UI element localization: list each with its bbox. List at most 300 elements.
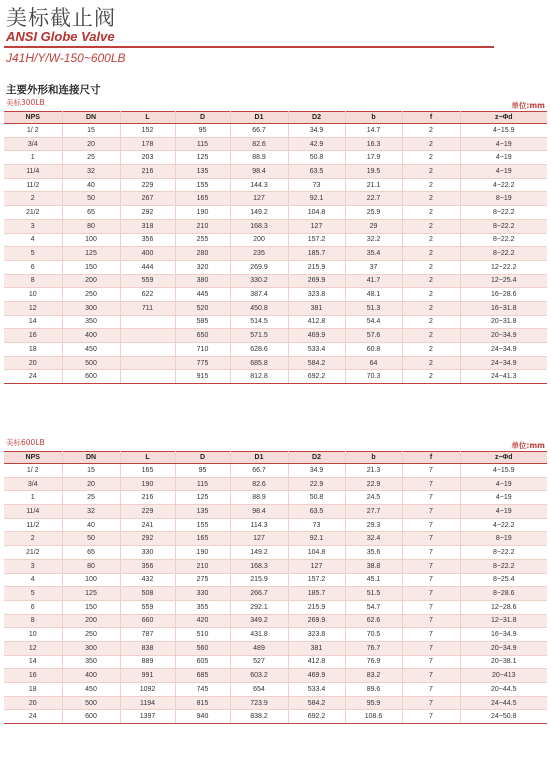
- column-header: NPS: [4, 452, 62, 464]
- table-cell: 533.4: [288, 343, 345, 357]
- table-cell: 168.3: [230, 219, 288, 233]
- table-cell: 20−413: [460, 669, 547, 683]
- table-cell: 7: [402, 641, 460, 655]
- column-header: D1: [230, 452, 288, 464]
- table-cell: 8−22.2: [460, 559, 547, 573]
- table-cell: 88.9: [230, 491, 288, 505]
- table-cell: 2: [402, 247, 460, 261]
- table-cell: 185.7: [288, 247, 345, 261]
- table-cell: 24−44.5: [460, 696, 547, 710]
- table-cell: 200: [230, 233, 288, 247]
- table-cell: 267: [120, 192, 175, 206]
- table-cell: 127: [230, 532, 288, 546]
- table-cell: 190: [175, 546, 230, 560]
- table-cell: 165: [175, 532, 230, 546]
- unit-label-600lb: 单位:mm: [511, 441, 545, 450]
- table-cell: 38.8: [345, 559, 402, 573]
- column-header: DN: [62, 112, 120, 124]
- table-cell: 2: [4, 532, 62, 546]
- table-cell: 628.6: [230, 343, 288, 357]
- table-cell: 6: [4, 260, 62, 274]
- table-cell: 215.9: [288, 600, 345, 614]
- table-cell: 654: [230, 683, 288, 697]
- table-cell: 711: [120, 301, 175, 315]
- table-cell: 622: [120, 288, 175, 302]
- table-cell: 20−44.5: [460, 683, 547, 697]
- table-cell: 16.3: [345, 137, 402, 151]
- table-cell: 10: [4, 628, 62, 642]
- table-cell: 29.3: [345, 518, 402, 532]
- table-cell: 70.3: [345, 370, 402, 384]
- table-cell: 20: [62, 477, 120, 491]
- table-cell: 3: [4, 219, 62, 233]
- column-header: D: [175, 452, 230, 464]
- table-cell: 7: [402, 491, 460, 505]
- table-cell: 157.2: [288, 573, 345, 587]
- table-cell: 100: [62, 573, 120, 587]
- table-cell: 24−34.9: [460, 356, 547, 370]
- table-cell: 34.9: [288, 464, 345, 478]
- table-label-300lb: 美标300LB: [6, 98, 45, 107]
- table-cell: 14.7: [345, 124, 402, 138]
- table-row: [4, 710, 547, 724]
- table-cell: 14: [4, 655, 62, 669]
- table-cell: [120, 343, 175, 357]
- table-cell: 57.6: [345, 329, 402, 343]
- table-cell: 400: [120, 247, 175, 261]
- table-cell: 157.2: [288, 233, 345, 247]
- table-cell: 135: [175, 165, 230, 179]
- table-row: [4, 464, 547, 478]
- table-cell: 560: [175, 641, 230, 655]
- table-cell: 34.9: [288, 124, 345, 138]
- table-cell: 35.6: [345, 546, 402, 560]
- table-cell: 280: [175, 247, 230, 261]
- table-cell: 7: [402, 587, 460, 601]
- table-cell: 229: [120, 178, 175, 192]
- table-cell: 600: [62, 370, 120, 384]
- table-cell: 559: [120, 274, 175, 288]
- table-cell: 7: [402, 559, 460, 573]
- table-cell: 4−15.9: [460, 124, 547, 138]
- table-cell: 11/2: [4, 518, 62, 532]
- table-cell: 63.5: [288, 165, 345, 179]
- table-cell: 8−19: [460, 192, 547, 206]
- table-cell: 73: [288, 518, 345, 532]
- table-cell: 812.8: [230, 370, 288, 384]
- table-cell: 8−28.6: [460, 587, 547, 601]
- table-cell: 20−38.1: [460, 655, 547, 669]
- table-cell: 2: [402, 165, 460, 179]
- table-cell: 323.8: [288, 288, 345, 302]
- table-cell: 2: [402, 233, 460, 247]
- table-cell: 32: [62, 165, 120, 179]
- table-cell: 50.8: [288, 491, 345, 505]
- table-cell: 2: [402, 288, 460, 302]
- table-cell: 450: [62, 343, 120, 357]
- table-cell: 48.1: [345, 288, 402, 302]
- table-cell: 104.8: [288, 206, 345, 220]
- table-cell: 24: [4, 710, 62, 724]
- table-cell: 5: [4, 587, 62, 601]
- table-cell: 991: [120, 669, 175, 683]
- table-cell: 2: [402, 260, 460, 274]
- table-cell: 27.7: [345, 505, 402, 519]
- table-cell: 21.3: [345, 464, 402, 478]
- table-cell: 723.9: [230, 696, 288, 710]
- table-cell: 200: [62, 614, 120, 628]
- table-cell: 16: [4, 669, 62, 683]
- table-cell: 940: [175, 710, 230, 724]
- table-cell: 7: [402, 669, 460, 683]
- table-cell: 7: [402, 710, 460, 724]
- table-row: [4, 505, 547, 519]
- table-row: [4, 546, 547, 560]
- table-cell: 95: [175, 464, 230, 478]
- table-cell: 387.4: [230, 288, 288, 302]
- table-cell: 489: [230, 641, 288, 655]
- table-cell: 22.9: [345, 477, 402, 491]
- table-cell: 11/4: [4, 505, 62, 519]
- table-cell: 165: [120, 464, 175, 478]
- table-cell: 600: [62, 710, 120, 724]
- table-cell: 24: [4, 370, 62, 384]
- table-cell: 356: [120, 233, 175, 247]
- table-cell: 685: [175, 669, 230, 683]
- table-row: [4, 301, 547, 315]
- table-cell: 444: [120, 260, 175, 274]
- table-row: [4, 641, 547, 655]
- table-cell: 1: [4, 491, 62, 505]
- table-cell: 235: [230, 247, 288, 261]
- table-cell: 584.2: [288, 356, 345, 370]
- table-cell: 21/2: [4, 206, 62, 220]
- table-cell: 15: [62, 464, 120, 478]
- table-cell: 149.2: [230, 546, 288, 560]
- table-cell: 412.8: [288, 655, 345, 669]
- table-cell: 775: [175, 356, 230, 370]
- table-cell: 692.2: [288, 370, 345, 384]
- table-cell: 420: [175, 614, 230, 628]
- table-cell: 15: [62, 124, 120, 138]
- table-cell: 12−28.6: [460, 600, 547, 614]
- table-cell: 19.5: [345, 165, 402, 179]
- table-cell: 127: [230, 192, 288, 206]
- table-cell: 2: [402, 274, 460, 288]
- table-cell: 12−22.2: [460, 260, 547, 274]
- table-cell: 330.2: [230, 274, 288, 288]
- table-cell: [120, 370, 175, 384]
- table-cell: 150: [62, 600, 120, 614]
- table-cell: 125: [62, 587, 120, 601]
- table-cell: 25: [62, 151, 120, 165]
- table-cell: [120, 329, 175, 343]
- table-cell: 88.9: [230, 151, 288, 165]
- table-row: [4, 206, 547, 220]
- table-cell: 250: [62, 288, 120, 302]
- table-cell: 12−25.4: [460, 274, 547, 288]
- table-cell: 559: [120, 600, 175, 614]
- table-cell: 215.9: [230, 573, 288, 587]
- table-cell: 350: [62, 655, 120, 669]
- table-cell: 2: [402, 206, 460, 220]
- table-cell: 16−34.9: [460, 628, 547, 642]
- table-cell: 114.3: [230, 518, 288, 532]
- page-title-en: ANSI Globe Valve: [6, 29, 115, 44]
- table-cell: 300: [62, 301, 120, 315]
- model-number: J41H/Y/W-150~600LB: [6, 51, 126, 65]
- table-cell: 216: [120, 491, 175, 505]
- table-cell: 2: [402, 151, 460, 165]
- table-cell: 2: [402, 370, 460, 384]
- table-cell: 710: [175, 343, 230, 357]
- table-cell: 250: [62, 628, 120, 642]
- table-cell: 64: [345, 356, 402, 370]
- table-cell: 292: [120, 532, 175, 546]
- table-cell: 11/2: [4, 178, 62, 192]
- table-cell: 300: [62, 641, 120, 655]
- table-cell: 32.2: [345, 233, 402, 247]
- table-cell: 571.5: [230, 329, 288, 343]
- table-cell: 4−19: [460, 491, 547, 505]
- table-cell: 8−19: [460, 532, 547, 546]
- table-cell: 66.7: [230, 464, 288, 478]
- table-cell: 3: [4, 559, 62, 573]
- table-cell: 216: [120, 165, 175, 179]
- table-cell: 50.8: [288, 151, 345, 165]
- table-cell: 330: [175, 587, 230, 601]
- table-cell: 98.4: [230, 505, 288, 519]
- page-title-zh: 美标截止阀: [6, 6, 116, 30]
- table-cell: 275: [175, 573, 230, 587]
- table-cell: 54.7: [345, 600, 402, 614]
- table-cell: 83.2: [345, 669, 402, 683]
- table-cell: 20: [4, 696, 62, 710]
- table-row: [4, 477, 547, 491]
- table-cell: 5: [4, 247, 62, 261]
- table-cell: 210: [175, 219, 230, 233]
- table-cell: 381: [288, 301, 345, 315]
- table-cell: 12: [4, 301, 62, 315]
- table-cell: 22.9: [288, 477, 345, 491]
- table-cell: 2: [402, 356, 460, 370]
- table-cell: 745: [175, 683, 230, 697]
- table-cell: 16−28.6: [460, 288, 547, 302]
- table-cell: 32: [62, 505, 120, 519]
- table-cell: 24−41.3: [460, 370, 547, 384]
- table-cell: 349.2: [230, 614, 288, 628]
- table-row: [4, 518, 547, 532]
- table-cell: 7: [402, 696, 460, 710]
- unit-label-300lb: 单位:mm: [511, 101, 545, 110]
- table-cell: 4: [4, 573, 62, 587]
- table-cell: 241: [120, 518, 175, 532]
- table-cell: 95.9: [345, 696, 402, 710]
- table-cell: 356: [120, 559, 175, 573]
- table-cell: 37: [345, 260, 402, 274]
- table-cell: 889: [120, 655, 175, 669]
- column-header: b: [345, 452, 402, 464]
- table-cell: 125: [175, 491, 230, 505]
- table-row: [4, 559, 547, 573]
- table-cell: 7: [402, 518, 460, 532]
- table-cell: 450.8: [230, 301, 288, 315]
- table-cell: 292: [120, 206, 175, 220]
- table-cell: 514.5: [230, 315, 288, 329]
- table-cell: 76.9: [345, 655, 402, 669]
- table-cell: 469.9: [288, 669, 345, 683]
- table-cell: 51.5: [345, 587, 402, 601]
- table-cell: 92.1: [288, 192, 345, 206]
- table-cell: 80: [62, 559, 120, 573]
- table-cell: 7: [402, 477, 460, 491]
- table-row: [4, 587, 547, 601]
- table-cell: 292.1: [230, 600, 288, 614]
- table-cell: 4: [4, 233, 62, 247]
- table-cell: 320: [175, 260, 230, 274]
- table-cell: 65: [62, 206, 120, 220]
- table-cell: 266.7: [230, 587, 288, 601]
- table-row: [4, 696, 547, 710]
- table-cell: 469.9: [288, 329, 345, 343]
- column-header: D2: [288, 452, 345, 464]
- table-cell: 2: [402, 137, 460, 151]
- table-cell: 527: [230, 655, 288, 669]
- table-cell: 8−22.2: [460, 233, 547, 247]
- table-cell: 40: [62, 518, 120, 532]
- table-cell: 22.7: [345, 192, 402, 206]
- table-cell: 73: [288, 178, 345, 192]
- table-cell: 500: [62, 696, 120, 710]
- column-header: D: [175, 112, 230, 124]
- column-header: DN: [62, 452, 120, 464]
- table-cell: 135: [175, 505, 230, 519]
- table-cell: 8−25.4: [460, 573, 547, 587]
- table-cell: 24−50.8: [460, 710, 547, 724]
- table-cell: 24.5: [345, 491, 402, 505]
- table-row: [4, 614, 547, 628]
- table-cell: 4−15.9: [460, 464, 547, 478]
- table-cell: 255: [175, 233, 230, 247]
- table-cell: 82.6: [230, 137, 288, 151]
- table-cell: 400: [62, 669, 120, 683]
- table-cell: 585: [175, 315, 230, 329]
- table-row: [4, 137, 547, 151]
- table-cell: 21/2: [4, 546, 62, 560]
- column-header: f: [402, 452, 460, 464]
- table-cell: 50: [62, 532, 120, 546]
- table-cell: 787: [120, 628, 175, 642]
- table-cell: 269.9: [288, 614, 345, 628]
- table-cell: 66.7: [230, 124, 288, 138]
- table-cell: 62.6: [345, 614, 402, 628]
- table-cell: 7: [402, 600, 460, 614]
- table-cell: 125: [175, 151, 230, 165]
- column-header: f: [402, 112, 460, 124]
- table-cell: 20: [4, 356, 62, 370]
- table-cell: 432: [120, 573, 175, 587]
- table-cell: 2: [402, 343, 460, 357]
- table-cell: 65: [62, 546, 120, 560]
- table-cell: 200: [62, 274, 120, 288]
- table-cell: 40: [62, 178, 120, 192]
- table-cell: 605: [175, 655, 230, 669]
- table-row: [4, 669, 547, 683]
- table-cell: 125: [62, 247, 120, 261]
- table-cell: 7: [402, 464, 460, 478]
- table-cell: 20−34.9: [460, 641, 547, 655]
- table-cell: 82.6: [230, 477, 288, 491]
- table-cell: 3/4: [4, 137, 62, 151]
- table-cell: 584.2: [288, 696, 345, 710]
- table-row: [4, 356, 547, 370]
- table-cell: 7: [402, 614, 460, 628]
- table-cell: 4−19: [460, 151, 547, 165]
- table-cell: 7: [402, 655, 460, 669]
- table-cell: 108.6: [345, 710, 402, 724]
- table-cell: 24−34.9: [460, 343, 547, 357]
- table-cell: 3/4: [4, 477, 62, 491]
- table-cell: 7: [402, 505, 460, 519]
- table-cell: 25: [62, 491, 120, 505]
- table-cell: 35.4: [345, 247, 402, 261]
- table-cell: 178: [120, 137, 175, 151]
- table-cell: 650: [175, 329, 230, 343]
- column-header: NPS: [4, 112, 62, 124]
- table-cell: 12: [4, 641, 62, 655]
- table-cell: 838.2: [230, 710, 288, 724]
- table-cell: 685.8: [230, 356, 288, 370]
- table-cell: 51.3: [345, 301, 402, 315]
- table-cell: 10: [4, 288, 62, 302]
- column-header: b: [345, 112, 402, 124]
- table-cell: 4−19: [460, 505, 547, 519]
- table-row: [4, 491, 547, 505]
- table-cell: 127: [288, 219, 345, 233]
- table-cell: 323.8: [288, 628, 345, 642]
- column-header: L: [120, 452, 175, 464]
- table-cell: 18: [4, 683, 62, 697]
- table-cell: 445: [175, 288, 230, 302]
- table-row: [4, 370, 547, 384]
- table-cell: 20−31.8: [460, 315, 547, 329]
- table-cell: 70.5: [345, 628, 402, 642]
- table-cell: 7: [402, 573, 460, 587]
- table-cell: 29: [345, 219, 402, 233]
- table-cell: 520: [175, 301, 230, 315]
- table-cell: 1/ 2: [4, 124, 62, 138]
- table-cell: 89.6: [345, 683, 402, 697]
- table-cell: 510: [175, 628, 230, 642]
- table-cell: 17.9: [345, 151, 402, 165]
- table-cell: 8−22.2: [460, 247, 547, 261]
- table-cell: 1397: [120, 710, 175, 724]
- table-cell: 165: [175, 192, 230, 206]
- table-cell: 4−19: [460, 137, 547, 151]
- table-row: [4, 628, 547, 642]
- table-cell: 1092: [120, 683, 175, 697]
- dimension-table-300lb: [4, 111, 547, 384]
- table-cell: 155: [175, 518, 230, 532]
- table-row: [4, 247, 547, 261]
- table-cell: 168.3: [230, 559, 288, 573]
- table-cell: 190: [120, 477, 175, 491]
- table-cell: 2: [4, 192, 62, 206]
- table-row: [4, 124, 547, 138]
- table-cell: 4−19: [460, 165, 547, 179]
- table-row: [4, 151, 547, 165]
- table-cell: 20−34.9: [460, 329, 547, 343]
